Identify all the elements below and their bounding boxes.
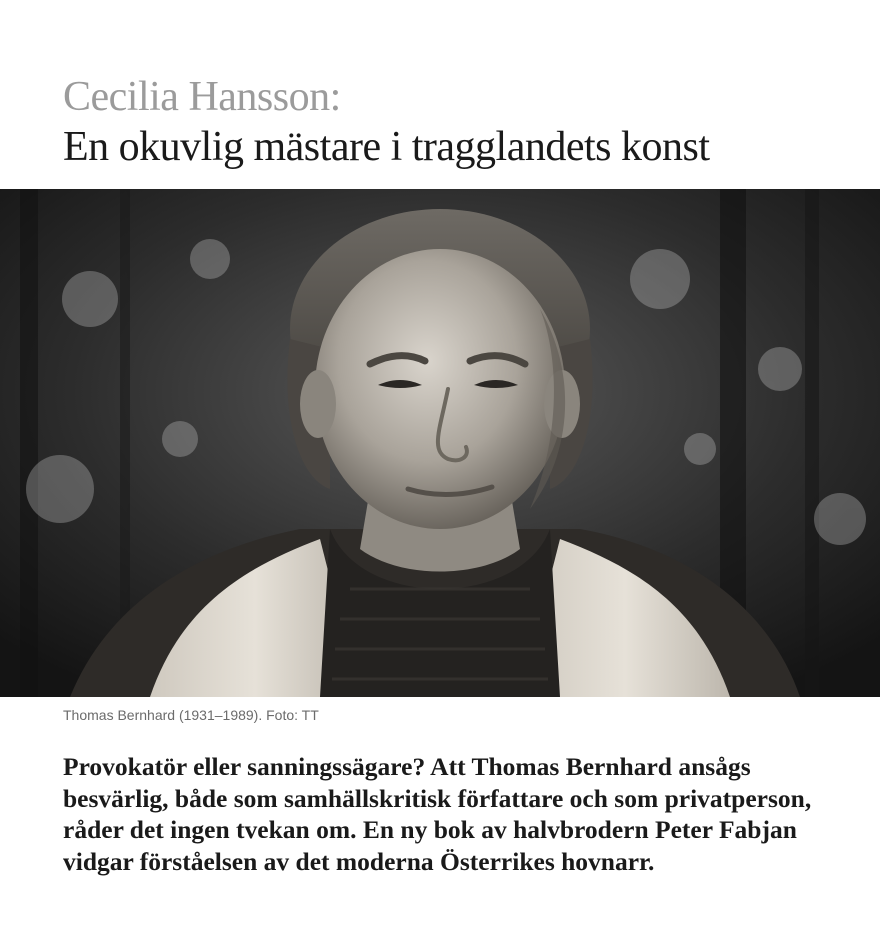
article-lead: Provokatör eller sanningssägare? Att Thomas Bernhard ansågs besvärlig, både som samhällskritisk författare och som privatperson, råder det ingen tvekan om. En ny bok av halvbrodern Peter Fabjan vidgar förståelsen av det moderna Österrikes hovnarr. [63,752,812,876]
photo-caption: Thomas Bernhard (1931–1989). Foto: TT [63,707,319,723]
portrait-photo [0,189,880,697]
article-headline [63,72,853,172]
author-label: Cecilia Hansson: [63,74,341,121]
article-title: En okuvlig mästare i tragglandets konst [63,124,710,171]
